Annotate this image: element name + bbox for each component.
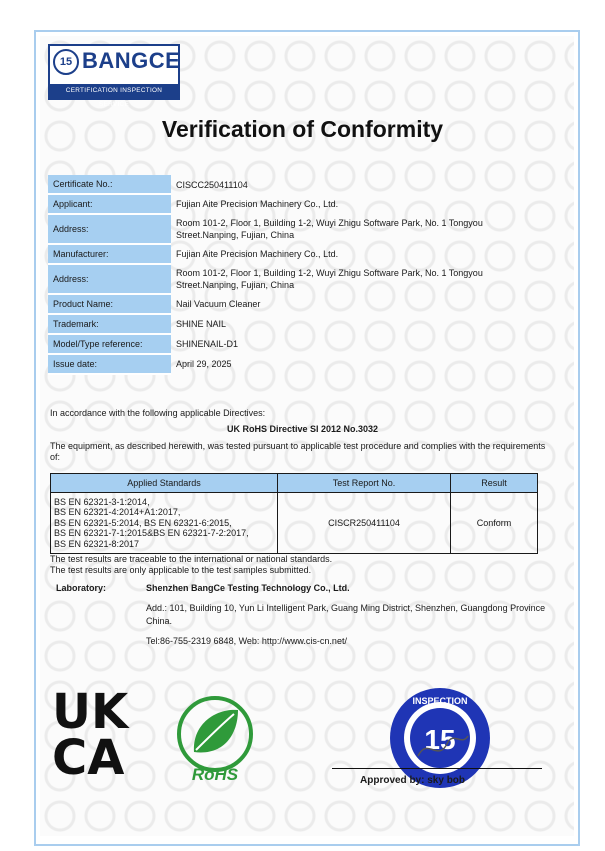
logo-strap: CERTIFICATION INSPECTION SERVICE	[50, 84, 178, 98]
info-label: Product Name:	[48, 294, 171, 314]
ukca-top-text: UK	[52, 684, 129, 740]
info-value: Room 101-2, Floor 1, Building 1-2, Wuyi Zhigu Software Park, No. 1 Tongyou Street.Nanping, Fujian, China	[176, 268, 483, 290]
info-value: SHINE NAIL	[176, 319, 227, 329]
info-label: Applicant:	[48, 194, 171, 214]
standards-header-row	[51, 474, 538, 493]
column-header: Test Report No.	[278, 474, 451, 493]
info-row	[48, 294, 544, 314]
page-title: Verification of Conformity	[161, 116, 444, 142]
info-value: CISCC250411104	[176, 179, 248, 190]
laboratory-contact: Tel:86-755-2319 6848, Web: http://www.cis-cn.net/	[146, 636, 347, 646]
logo-seal-icon: 15	[53, 49, 79, 75]
result-cell: Conform	[451, 493, 538, 554]
ukca-bottom-text: CA	[52, 730, 125, 786]
bangce-logo	[48, 44, 181, 108]
stamp-text: INSPECTION	[412, 696, 468, 706]
certificate-info-table	[48, 175, 544, 375]
column-header: Applied Standards	[51, 474, 278, 493]
standards-table	[50, 473, 538, 554]
stamp-center: 15	[424, 724, 456, 755]
laboratory-label: Laboratory:	[56, 583, 107, 593]
signature-line	[332, 768, 542, 769]
info-label: Address:	[48, 214, 171, 244]
rohs-leaf-icon	[172, 694, 258, 786]
approved-by: Approved by: sky bob	[360, 775, 466, 786]
directive-intro: In accordance with the following applicable Directives:	[50, 408, 266, 418]
note-traceable: The test results are traceable to the international or national standards.	[50, 554, 333, 564]
info-row	[48, 354, 544, 374]
logo-name: BANGCE	[82, 48, 181, 73]
info-label: Trademark:	[48, 314, 171, 334]
info-value: Fujian Aite Precision Machinery Co., Ltd.	[176, 199, 339, 209]
info-value: April 29, 2025	[176, 359, 232, 369]
info-value: Room 101-2, Floor 1, Building 1-2, Wuyi Zhigu Software Park, No. 1 Tongyou Street.Nanping, Fujian, China	[176, 218, 483, 240]
laboratory-name: Shenzhen BangCe Testing Technology Co., Ltd.	[146, 583, 350, 593]
info-value: Nail Vacuum Cleaner	[176, 299, 261, 309]
info-row	[48, 244, 544, 264]
applied-standards-cell: BS EN 62321-3-1:2014, BS EN 62321-4:2014+A1:2017, BS EN 62321-5:2014, BS EN 62321-6:2015, BS EN 62321-7-1:2015&BS EN 62321-7-2:2017, BS EN 62321-8:2017	[51, 493, 278, 554]
directive-name: UK RoHS Directive SI 2012 No.3032	[226, 424, 379, 434]
info-row	[48, 314, 544, 334]
info-label: Manufacturer:	[48, 244, 171, 264]
info-row	[48, 175, 544, 194]
column-header: Result	[451, 474, 538, 493]
table-row	[51, 493, 538, 554]
laboratory-address: Add.: 101, Building 10, Yun Li Intelligent Park, Guang Ming District, Shenzhen, Guangdong Province China.	[146, 603, 546, 626]
info-value: SHINENAIL-D1	[176, 339, 239, 349]
info-label: Model/Type reference:	[48, 334, 171, 354]
info-row	[48, 264, 544, 294]
info-label: Certificate No.:	[48, 175, 171, 194]
info-row	[48, 194, 544, 214]
info-row	[48, 214, 544, 244]
note-applicable: The test results are only applicable to the test samples submitted.	[50, 565, 312, 575]
equipment-statement: The equipment, as described herewith, was tested pursuant to applicable test procedure and complies with the requirements of:	[50, 441, 546, 462]
ukca-mark	[50, 684, 146, 786]
info-row	[48, 334, 544, 354]
rohs-label: RoHS	[191, 765, 239, 784]
info-label: Issue date:	[48, 354, 171, 374]
info-value: Fujian Aite Precision Machinery Co., Ltd.	[176, 249, 339, 259]
info-label: Address:	[48, 264, 171, 294]
test-report-cell: CISCR250411104	[278, 493, 451, 554]
